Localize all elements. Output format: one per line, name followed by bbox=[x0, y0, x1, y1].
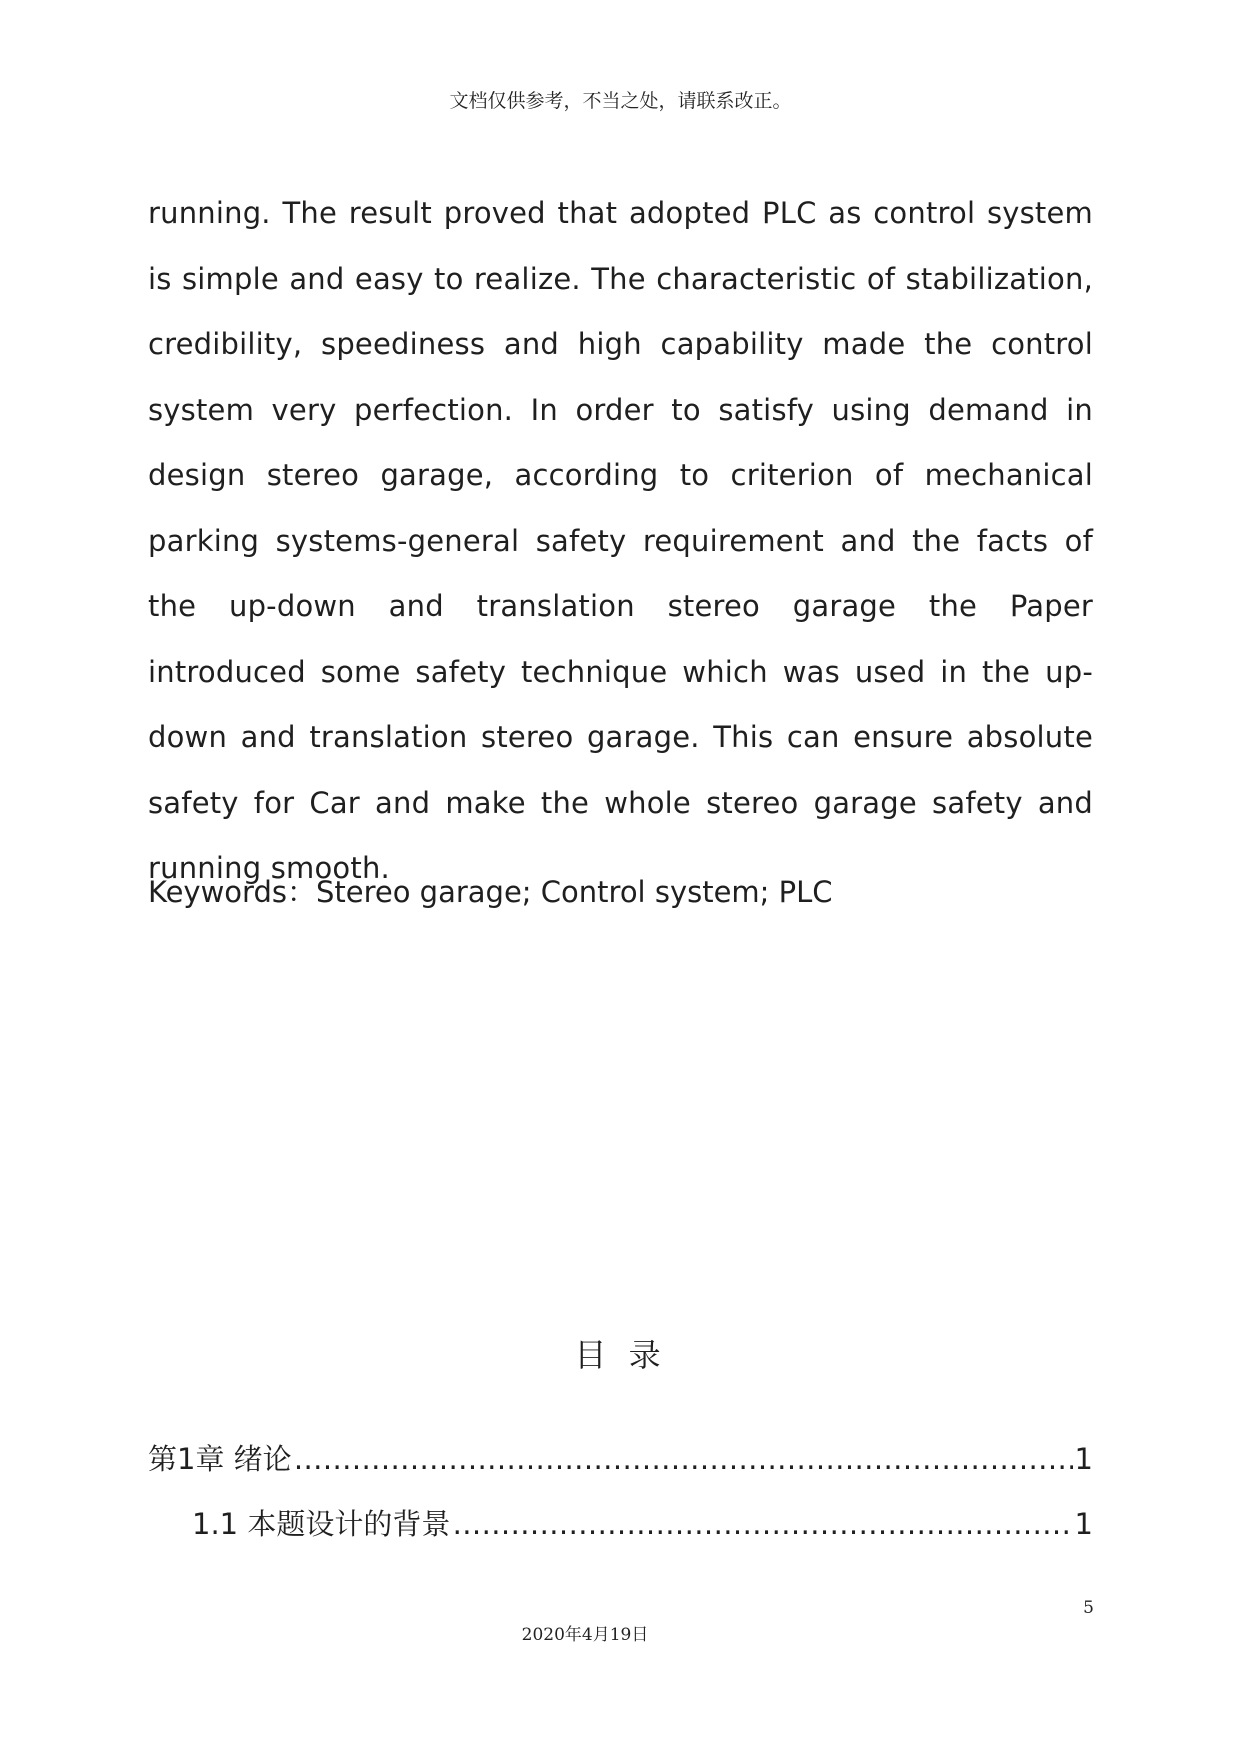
toc-entry-page: 1 bbox=[1074, 1442, 1093, 1476]
toc-entry-label: 第1章 绪论 bbox=[148, 1442, 292, 1476]
toc-title: 目 录 bbox=[574, 1336, 667, 1374]
toc-entry-section-1-1[interactable] bbox=[192, 1502, 1093, 1546]
toc-entry-label: 1.1 本题设计的背景 bbox=[192, 1507, 451, 1541]
toc-entry-chapter-1[interactable] bbox=[148, 1437, 1093, 1481]
page-number: 5 bbox=[1083, 1598, 1094, 1618]
abstract-paragraph: running. The result proved that adopted PLC as control system is simple and easy to realize. The characteristic of stabilization, credibility, speediness and high capability made the control system very perfection. In order to satisfy using demand in design stereo garage, according to criterion of mechanical parking systems-general safety requirement and the facts of the up-down and translation stereo garage the Paper introduced some safety technique which was used in the up-down and translation stereo garage. This can ensure absolute safety for Car and make the whole stereo garage safety and running smooth. bbox=[148, 196, 1093, 885]
toc-dot-leader bbox=[452, 1502, 1072, 1546]
toc-entry-page: 1 bbox=[1074, 1507, 1093, 1541]
toc-dot-leader bbox=[294, 1437, 1073, 1481]
keywords-line: Keywords：Stereo garage; Control system; PLC bbox=[148, 875, 833, 909]
footer-date: 2020年4月19日 bbox=[521, 1625, 649, 1645]
header-disclaimer: 文档仅供参考，不当之处，请联系改正。 bbox=[449, 90, 792, 112]
